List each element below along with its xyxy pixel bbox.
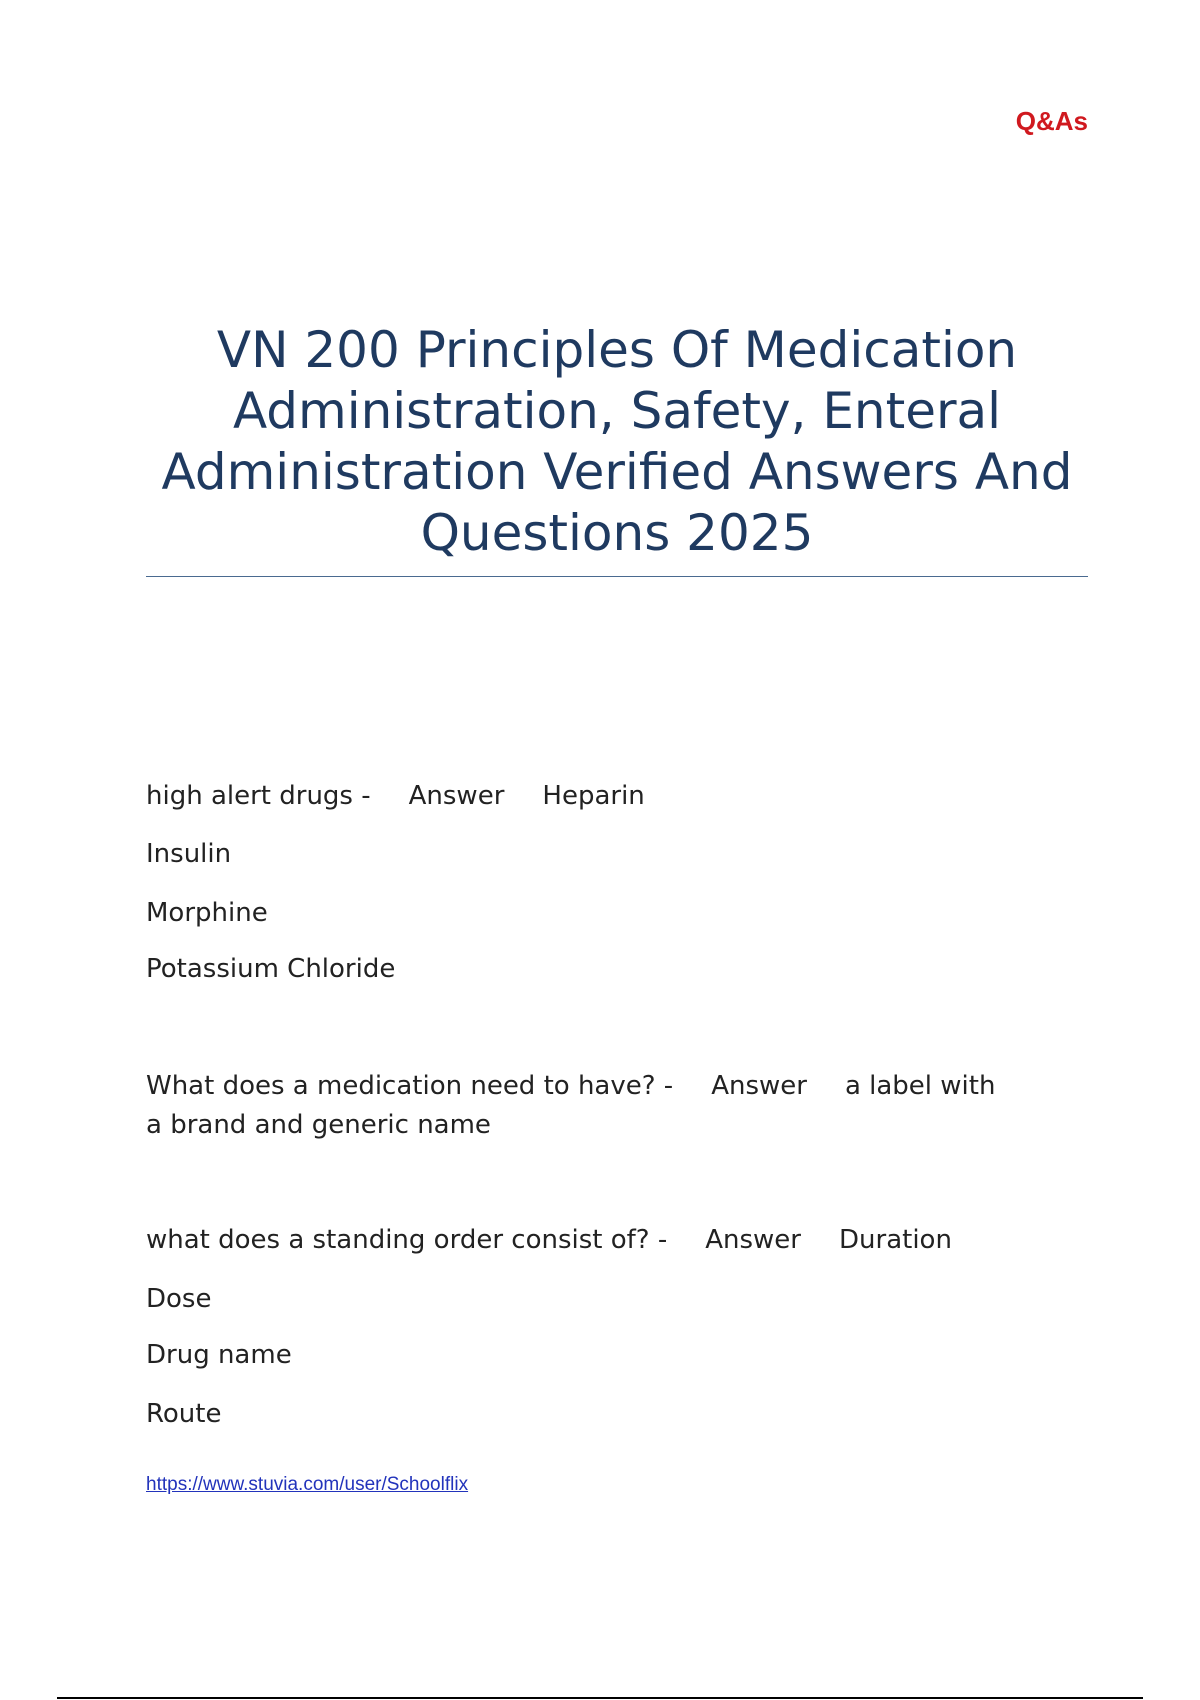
answer-text: a label with (844, 1071, 996, 1101)
title-divider (146, 576, 1088, 577)
answer-label: Answer (711, 1071, 807, 1101)
answer-text: Heparin (542, 781, 645, 811)
answer-line: a brand and generic name (146, 1110, 491, 1140)
answer-line: Morphine (146, 898, 268, 928)
question-text: what does a standing order consist of? - (146, 1225, 668, 1255)
answer-label: Answer (408, 781, 505, 811)
answer-label: Answer (705, 1225, 801, 1255)
answer-line: Insulin (146, 839, 232, 869)
question-text: What does a medication need to have? - (146, 1071, 674, 1101)
document-title: VN 200 Principles Of Medication Administration, Safety, Enteral Administration Verified Answers And Questions 2025 (161, 321, 1073, 562)
question-line (146, 1221, 952, 1259)
question-line (146, 777, 645, 815)
qa-badge: Q&As (1015, 106, 1088, 136)
page-bottom-rule (57, 1697, 1143, 1699)
answer-line: Route (146, 1399, 222, 1429)
answer-text: Duration (839, 1225, 952, 1255)
question-text: high alert drugs - (146, 781, 371, 811)
answer-line: Drug name (146, 1340, 292, 1370)
answer-line: Dose (146, 1284, 212, 1314)
answer-line: Potassium Chloride (146, 954, 396, 984)
stuvia-profile-link[interactable]: https://www.stuvia.com/user/Schoolflix (146, 1474, 469, 1495)
question-line (146, 1067, 995, 1105)
